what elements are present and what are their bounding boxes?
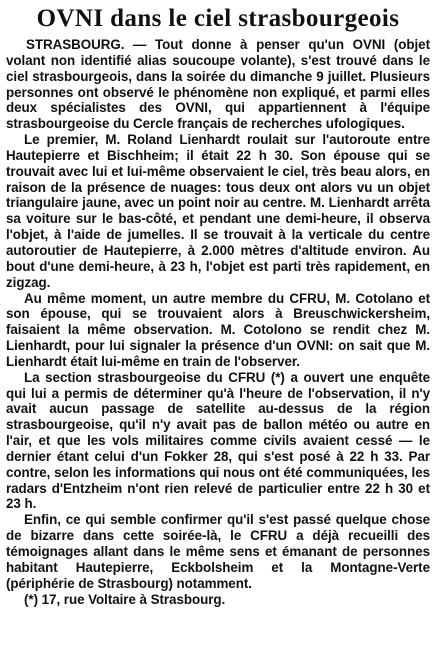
article-paragraph-5: Enfin, ce qui semble confirmer qu'il s'est passé quelque chose de bizarre dans cette soirée-là, le CFRU a déjà recueilli des témoignages allant dans le même sens et émanant de personnes habitant Hautepierre, Eckbolsheim et la Montagne-Verte (périphérie de Strasbourg) notamment. <box>6 512 430 591</box>
article-paragraph-1: STRASBOURG. — Tout donne à penser qu'un OVNI (objet volant non identifié alias soucoupe volante), s'est trouvé dans le ciel strasbourgeois, dans la soirée du dimanche 9 juillet. Plusieurs personnes ont observé le phénomène non expliqué, et parmi elles deux spécialistes des OVNI, qui appartiennent à l'équipe strasbourgeoise du Cercle français de recherches ufologiques. <box>6 37 430 132</box>
article-paragraph-4: La section strasbourgeoise du CFRU (*) a ouvert une enquête qui lui a permis de déterminer qu'à l'heure de l'observation, il n'y avait aucun passage de satellite au-dessus de la région strasbourgeoise, qu'il n'y avait pas de ballon météo ou autre en l'air, et que les vols militaires comme civils avaient cessé — le dernier étant celui d'un Fokker 28, qui s'est posé à 22 h 33. Par contre, selon les informations qui nous ont été communiquées, les radars d'Entzheim n'ont rien relevé de particulier entre 22 h 30 et 23 h. <box>6 369 430 512</box>
article-paragraph-3: Au même moment, un autre membre du CFRU, M. Cotolano et son épouse, qui se trouvaient alors à Breuschwickersheim, faisaient la même observation. M. Cotolono se rendit chez M. Lienhardt, pour lui signaler la présence d'un OVNI: on sait que M. Lienhardt était lui-même en train de l'observer. <box>6 290 430 369</box>
article-headline: OVNI dans le ciel strasbourgeois <box>36 5 400 32</box>
article-footnote: (*) 17, rue Voltaire à Strasbourg. <box>24 591 226 607</box>
article-paragraph-2: Le premier, M. Roland Lienhardt roulait sur l'autoroute entre Hautepierre et Bischheim; il était 22 h 30. Son épouse qui se trouvait avec lui et lui-même observaient le ciel, très beau alors, en raison de la présence de nuages: tous deux ont alors vu un objet triangulaire jaune, avec un point noir au centre. M. Lienhardt arrêta sa voiture sur le bas-côté, et pendant une demi-heure, il observa l'objet, à l'aide de jumelles. Il se trouvait à la verticale du centre autoroutier de Hautepierre, à 2.000 mètres d'altitude environ. Au bout d'une demi-heure, à 23 h, l'objet est parti très rapidement, en zigzag. <box>6 132 430 290</box>
article-body <box>6 37 430 608</box>
